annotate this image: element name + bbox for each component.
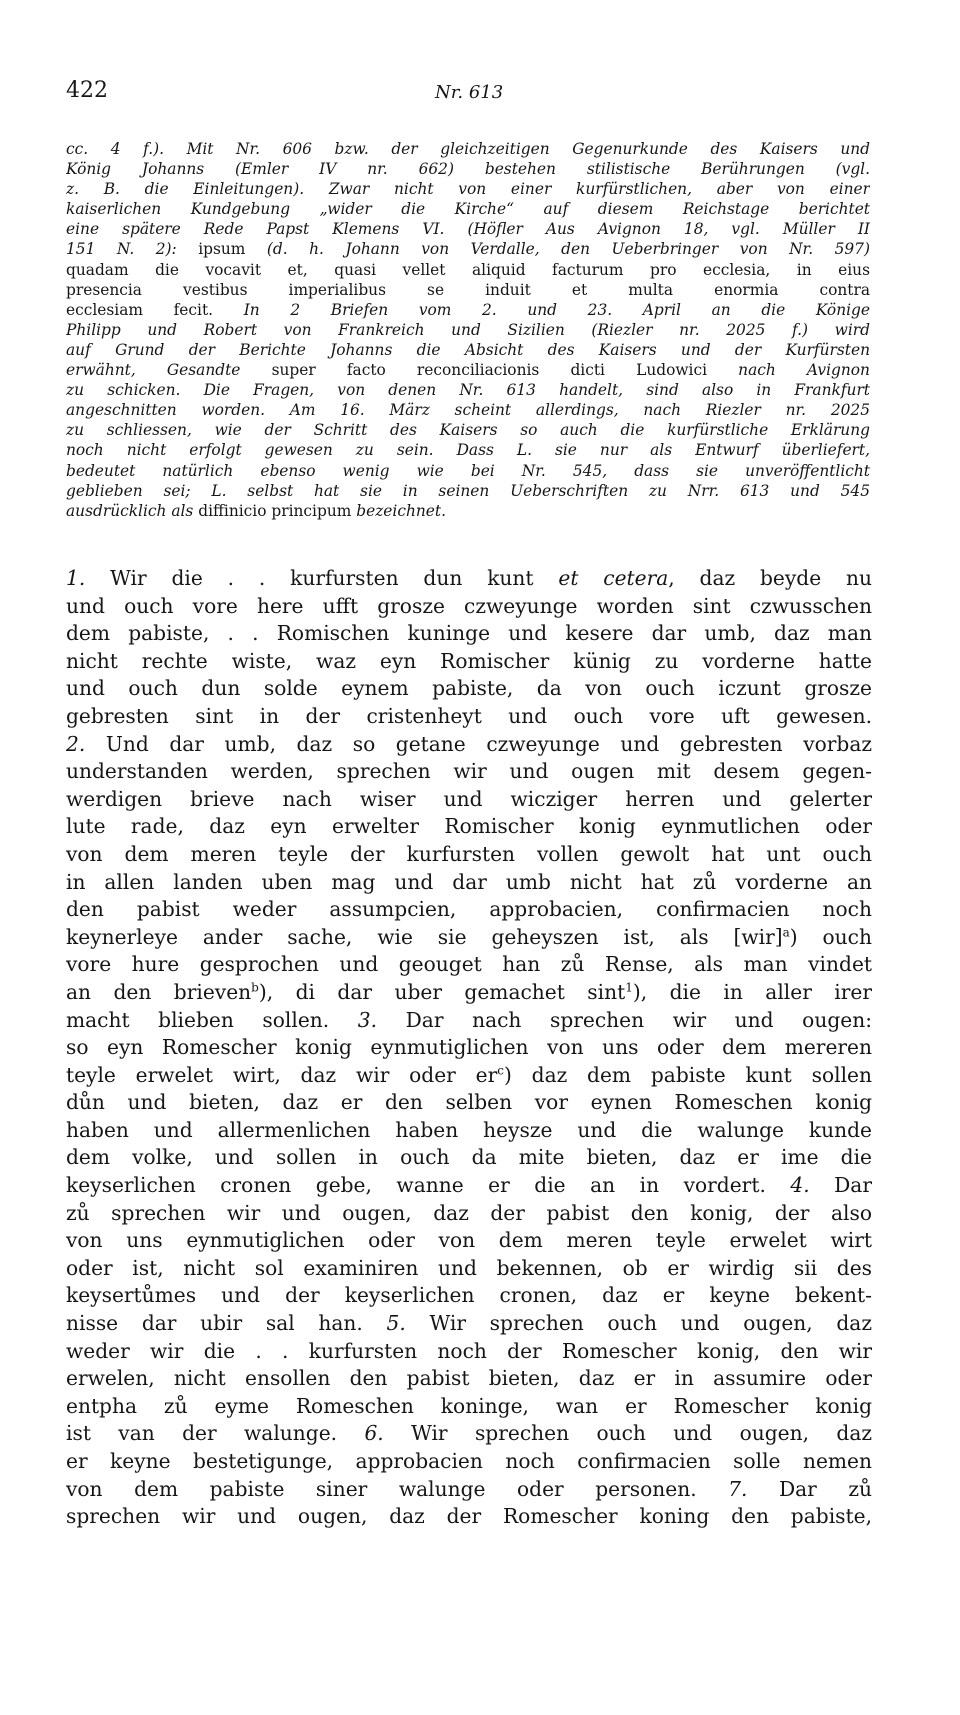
text-run: oder ist, nicht sol examiniren und bekennen, ob er wirdig sii des — [66, 1255, 872, 1280]
text-run: von dem pabiste siner walunge oder personen. — [66, 1476, 729, 1501]
text-run: lute rade, daz eyn erwelter Romischer konig eynmutlichen oder — [66, 814, 872, 839]
text-run: von uns eynmutiglichen oder von dem meren teyle erwelet wirt — [66, 1228, 872, 1253]
note-text-roman: presencia vestibus imperialibus se induit et multa enormia contra — [66, 280, 870, 299]
text-line — [66, 1338, 872, 1366]
note-text-italic: noch nicht erfolgt gewesen zu sein. Dass L. sie nur als Entwurf überliefert, — [66, 441, 870, 460]
text-line — [66, 1365, 872, 1393]
text-line — [66, 1007, 872, 1035]
footnote-marker: b — [251, 980, 259, 995]
note-text-roman: super facto reconciliacionis dicti Ludowici — [271, 361, 707, 380]
section-number: 6. — [364, 1421, 384, 1446]
text-line — [66, 1282, 872, 1310]
text-run: Dar nach sprechen wir und ougen: — [377, 1007, 872, 1032]
text-run: keyserlichen cronen gebe, wanne er die an in vordert. — [66, 1173, 791, 1198]
text-run: ) ouch — [789, 924, 872, 949]
text-line — [66, 813, 872, 841]
text-line — [66, 1200, 872, 1228]
text-line — [66, 1034, 872, 1062]
note-text-italic: ausdrücklich als — [66, 501, 199, 520]
text-run: den pabist weder assumpcien, approbacien, confirmacien noch — [66, 897, 872, 922]
text-run: Dar zů — [747, 1476, 872, 1501]
note-text-italic: geblieben sei; L. selbst hat sie in seinen Ueberschriften zu Nrr. 613 und 545 — [66, 481, 870, 500]
section-number: et cetera — [558, 566, 669, 590]
note-line — [66, 280, 870, 300]
text-line — [66, 924, 872, 952]
note-text-roman: ecclesiam fecit. — [66, 300, 244, 319]
text-run: Wir sprechen ouch und ougen, daz — [383, 1421, 872, 1446]
text-run: , daz beyde nu — [668, 566, 872, 590]
footnote-marker: a — [782, 924, 790, 939]
note-line — [66, 420, 870, 440]
note-line — [66, 260, 870, 280]
editorial-notes — [66, 139, 870, 521]
text-line — [66, 675, 872, 703]
text-run: weder wir die . . kurfursten noch der Romescher konig, den wir — [66, 1338, 872, 1363]
text-line — [66, 1393, 872, 1421]
note-line — [66, 461, 870, 481]
text-line — [66, 593, 872, 621]
text-run: Wir sprechen ouch und ougen, daz — [405, 1311, 872, 1336]
text-run: důn und bieten, daz er den selben vor eynen Romeschen konig — [66, 1090, 872, 1115]
note-text-italic: z. B. die Einleitungen). Zwar nicht von einer kurfürstlichen, aber von einer — [66, 180, 870, 199]
text-line — [66, 1062, 872, 1090]
note-line — [66, 481, 870, 501]
note-line — [66, 219, 870, 239]
text-line — [66, 565, 872, 593]
note-text-italic: angeschnitten worden. Am 16. März scheint allerdings, nach Riezler nr. 2025 — [66, 401, 870, 420]
text-run: sprechen wir und ougen, daz der Romescher koning den pabiste, — [66, 1504, 872, 1529]
text-run: ist van der walunge. — [66, 1421, 365, 1446]
section-number: 4. — [790, 1173, 810, 1198]
note-line — [66, 300, 870, 320]
text-run: entpha zů eyme Romeschen koninge, wan er Romescher konig — [66, 1393, 872, 1418]
page-header — [66, 78, 872, 108]
text-run: er keyne bestetigunge, approbacien noch confirmacien solle nemen — [66, 1449, 872, 1473]
text-run: zů sprechen wir und ougen, daz der pabist den konig, der also — [66, 1200, 872, 1225]
text-run: nisse dar ubir sal han. — [66, 1311, 387, 1336]
note-text-italic: zu schicken. Die Fragen, von denen Nr. 613 handelt, sind also in Frankfurt — [66, 381, 870, 400]
text-run: keysertůmes und der keyserlichen cronen, daz er keyne bekent- — [66, 1283, 872, 1308]
text-run: keynerleye ander sache, wie sie geheyszen ist, als [wir] — [66, 924, 783, 949]
text-run: ), die in aller irer — [632, 979, 872, 1004]
note-text-italic: erwähnt, Gesandte — [66, 361, 272, 380]
note-text-italic: bedeutet natürlich ebenso wenig wie bei Nr. 545, dass sie unveröffentlicht — [66, 461, 870, 480]
text-run: Dar — [809, 1173, 872, 1198]
text-line — [66, 896, 872, 924]
text-line — [66, 648, 872, 676]
text-line — [66, 951, 872, 979]
text-line — [66, 1420, 872, 1448]
note-text-italic: eine spätere Rede Papst Klemens VI. (Höfler Aus Avignon 18, vgl. Müller II — [66, 220, 870, 239]
note-text-italic: nach Avignon — [707, 361, 870, 380]
text-line — [66, 786, 872, 814]
note-text-roman: diffinicio principum — [198, 501, 352, 520]
text-run: und ouch vore here ufft grosze czweyunge worden sint czwusschen — [66, 593, 872, 618]
note-text-italic: auf Grund der Berichte Johanns die Absicht des Kaisers und der Kurfürsten — [66, 340, 870, 359]
note-text-italic: In 2 Briefen vom 2. und 23. April an die Könige — [243, 300, 870, 319]
text-line — [66, 869, 872, 897]
text-line — [66, 1255, 872, 1283]
text-line — [66, 1089, 872, 1117]
note-text-italic: 151 N. 2): — [66, 240, 199, 259]
text-line — [66, 979, 872, 1007]
text-run: understanden werden, sprechen wir und ougen mit desem gegen- — [66, 759, 872, 784]
text-run: erwelen, nicht ensollen den pabist bieten, daz er in assumire oder — [66, 1366, 872, 1391]
note-line — [66, 139, 870, 159]
note-line — [66, 360, 870, 380]
text-run: Und dar umb, daz so getane czweyunge und gebresten vorbaz — [85, 731, 872, 756]
text-line — [66, 703, 872, 731]
note-text-roman: quadam die vocavit et, quasi vellet aliquid facturum pro ecclesia, in eius — [66, 260, 870, 279]
text-run: gebresten sint in der cristenheyt und ouch vore uft gewesen. — [66, 703, 872, 728]
document-text — [66, 565, 872, 1531]
note-line — [66, 159, 870, 179]
text-run: ) daz dem pabiste kunt sollen — [503, 1062, 872, 1087]
note-line — [66, 340, 870, 360]
footnote-marker: 1 — [625, 980, 633, 995]
section-number: 2. — [66, 731, 86, 756]
text-run: vore hure gesprochen und geouget han zů Rense, als man vindet — [66, 952, 872, 977]
text-run: nicht rechte wiste, waz eyn Romischer künig zu vorderne hatte — [66, 648, 872, 673]
section-number: 1. — [66, 566, 86, 590]
text-line — [66, 731, 872, 759]
note-text-italic: Philipp und Robert von Frankreich und Sizilien (Riezler nr. 2025 f.) wird — [66, 320, 870, 339]
note-line — [66, 440, 870, 460]
text-run: ), di dar uber gemachet sint — [258, 979, 626, 1004]
text-line — [66, 1476, 872, 1504]
text-line — [66, 1172, 872, 1200]
text-run: von dem meren teyle der kurfursten vollen gewolt hat unt ouch — [66, 841, 872, 866]
text-line — [66, 1144, 872, 1172]
text-line — [66, 758, 872, 786]
note-text-italic: zu schliessen, wie der Schritt des Kaisers so auch die kurfürstliche Erklärung — [66, 421, 870, 440]
text-run: dem volke, und sollen in ouch da mite bieten, daz er ime die — [66, 1145, 872, 1170]
text-run: Wir die . . kurfursten dun kunt — [85, 566, 559, 590]
text-line — [66, 1117, 872, 1145]
footnote-marker: c — [497, 1062, 504, 1077]
note-line — [66, 239, 870, 259]
note-text-italic: cc. 4 f.). Mit Nr. 606 bzw. der gleichzeitigen Gegenurkunde des Kaisers und — [66, 140, 870, 158]
note-line — [66, 179, 870, 199]
text-run: haben und allermenlichen haben heysze und die walunge kunde — [66, 1117, 872, 1142]
note-line — [66, 320, 870, 340]
note-line — [66, 400, 870, 420]
text-line — [66, 1310, 872, 1338]
text-run: werdigen brieve nach wiser und wicziger herren und gelerter — [66, 786, 872, 811]
text-run: so eyn Romescher konig eynmutiglichen von uns oder dem mereren — [66, 1035, 872, 1060]
text-run: teyle erwelet wirt, daz wir oder er — [66, 1062, 498, 1087]
text-run: in allen landen uben mag und dar umb nicht hat zů vorderne an — [66, 869, 872, 894]
page-number: 422 — [66, 78, 108, 103]
text-run: macht blieben sollen. — [66, 1007, 358, 1032]
text-run: und ouch dun solde eynem pabiste, da von ouch iczunt grosze — [66, 676, 872, 701]
section-number: 5. — [386, 1311, 406, 1336]
text-line — [66, 620, 872, 648]
section-number: 3. — [357, 1007, 378, 1032]
running-head: Nr. 613 — [435, 82, 504, 103]
text-run: an den brieven — [66, 979, 252, 1004]
text-run: dem pabiste, . . Romischen kuninge und kesere dar umb, daz man — [66, 621, 872, 646]
note-line — [66, 380, 870, 400]
note-text-italic: bezeichnet. — [351, 501, 446, 520]
section-number: 7. — [728, 1476, 748, 1501]
note-text-italic: König Johanns (Emler IV nr. 662) bestehen stilistische Berührungen (vgl. — [66, 160, 870, 179]
text-line — [66, 1503, 872, 1531]
note-line — [66, 501, 870, 521]
note-text-italic: (d. h. Johann von Verdalle, den Ueberbringer von Nr. 597) — [245, 240, 870, 259]
note-text-roman: ipsum — [198, 240, 246, 259]
note-text-italic: kaiserlichen Kundgebung „wider die Kirche“ auf diesem Reichstage berichtet — [66, 200, 870, 219]
text-line — [66, 841, 872, 869]
text-line — [66, 1448, 872, 1476]
note-line — [66, 199, 870, 219]
text-line — [66, 1227, 872, 1255]
